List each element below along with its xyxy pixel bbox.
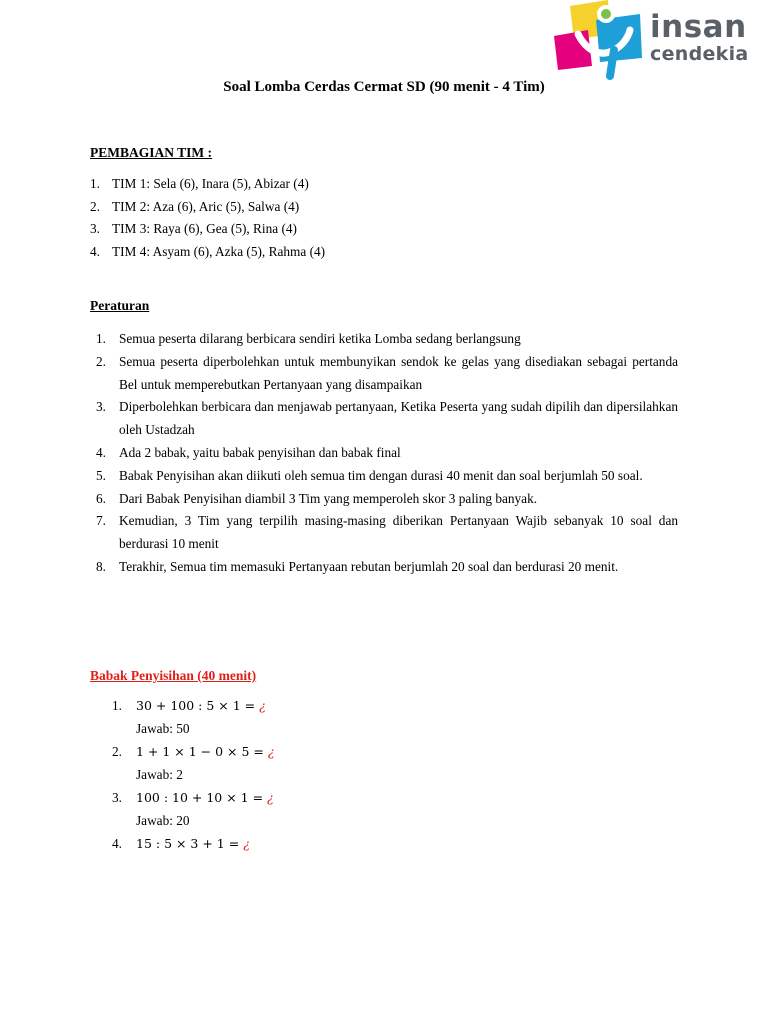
rule-item-text: Diperbolehkan berbicara dan menjawab pertanyaan, Ketika Peserta yang sudah dipilih dan dipersilahkan oleh Ustadzah — [119, 399, 678, 438]
team-item-number: 2. — [90, 198, 100, 214]
rules-section-heading: Peraturan — [90, 298, 150, 313]
logo-text-insan: insan — [650, 9, 747, 45]
team-item-text: TIM 1: Sela (6), Inara (5), Abizar (4) — [112, 176, 309, 191]
logo-text-cendekia: cendekia — [650, 43, 749, 65]
team-item-text: TIM 3: Raya (6), Gea (5), Rina (4) — [112, 221, 297, 236]
rule-item-number: 1. — [96, 331, 106, 346]
question-expression: 1 + 1 × 1 − 0 × 5 = — [136, 744, 268, 759]
answer-text: Jawab: 50 — [136, 721, 190, 736]
question-number: 3. — [112, 790, 122, 805]
rule-item-number: 4. — [96, 444, 106, 460]
rule-item — [96, 488, 678, 511]
rule-item-text: Kemudian, 3 Tim yang terpilih masing-masing diberikan Pertanyaan Wajib sebanyak 10 soal dan berdurasi 10 menit — [119, 513, 678, 552]
rule-item — [96, 328, 678, 351]
rule-item-number: 2. — [96, 353, 106, 369]
rules-list — [96, 328, 678, 579]
rule-item-number: 6. — [96, 490, 106, 506]
rule-item-text: Babak Penyisihan akan diikuti oleh semua tim dengan durasi 40 menit dan soal berjumlah 50 soal. — [119, 467, 643, 483]
answer-text: Jawab: 20 — [136, 813, 190, 828]
team-item-text: TIM 4: Asyam (6), Azka (5), Rahma (4) — [112, 243, 326, 259]
rule-item — [96, 556, 678, 579]
question-number: 2. — [112, 744, 122, 759]
insan-cendekia-logo — [548, 0, 766, 82]
question-expression: 100 : 10 + 10 × 1 = — [136, 790, 268, 805]
answer-text: Jawab: 2 — [136, 767, 183, 782]
rule-item — [96, 351, 678, 397]
team-item-number: 3. — [90, 221, 100, 236]
rule-item-number: 7. — [96, 513, 106, 529]
rule-item-text: Dari Babak Penyisihan diambil 3 Tim yang memperoleh skor 3 paling banyak. — [119, 490, 538, 506]
question-mark-symbol: ¿ — [267, 790, 274, 805]
rule-item-number: 8. — [96, 558, 106, 574]
rule-item-text: Ada 2 babak, yaitu babak penyisihan dan babak final — [119, 444, 401, 460]
team-item-number: 4. — [90, 243, 100, 259]
rule-item-text: Semua peserta diperbolehkan untuk membunyikan sendok ke gelas yang disediakan sebagai pertanda Bel untuk memperebutkan Pertanyaan yang disampaikan — [119, 353, 678, 392]
rule-item — [96, 510, 678, 556]
question-mark-symbol: ¿ — [259, 698, 266, 713]
logo-mark-icon — [548, 0, 648, 82]
rule-item-number: 3. — [96, 399, 106, 415]
babak-section-heading: Babak Penyisihan (40 menit) — [90, 668, 257, 683]
team-item-text: TIM 2: Aza (6), Aric (5), Salwa (4) — [112, 198, 300, 214]
question-expression: 30 + 100 : 5 × 1 = — [136, 698, 260, 713]
team-item-number: 1. — [90, 176, 100, 191]
document-title: Soal Lomba Cerdas Cermat SD (90 menit - 4 Tim) — [223, 79, 545, 95]
question-number: 4. — [112, 836, 122, 851]
question-expression: 15 : 5 × 3 + 1 = — [136, 836, 244, 851]
rule-item — [96, 465, 678, 488]
rule-item-text: Semua peserta dilarang berbicara sendiri ketika Lomba sedang berlangsung — [119, 331, 521, 346]
team-section-heading: PEMBAGIAN TIM : — [90, 145, 213, 160]
rule-item — [96, 442, 678, 465]
question-mark-symbol: ¿ — [243, 836, 250, 851]
question-number: 1. — [112, 698, 122, 713]
question-mark-symbol: ¿ — [267, 744, 275, 759]
rule-item — [96, 396, 678, 442]
rule-item-number: 5. — [96, 467, 106, 483]
rule-item-text: Terakhir, Semua tim memasuki Pertanyaan rebutan berjumlah 20 soal dan berdurasi 20 menit. — [119, 558, 619, 574]
